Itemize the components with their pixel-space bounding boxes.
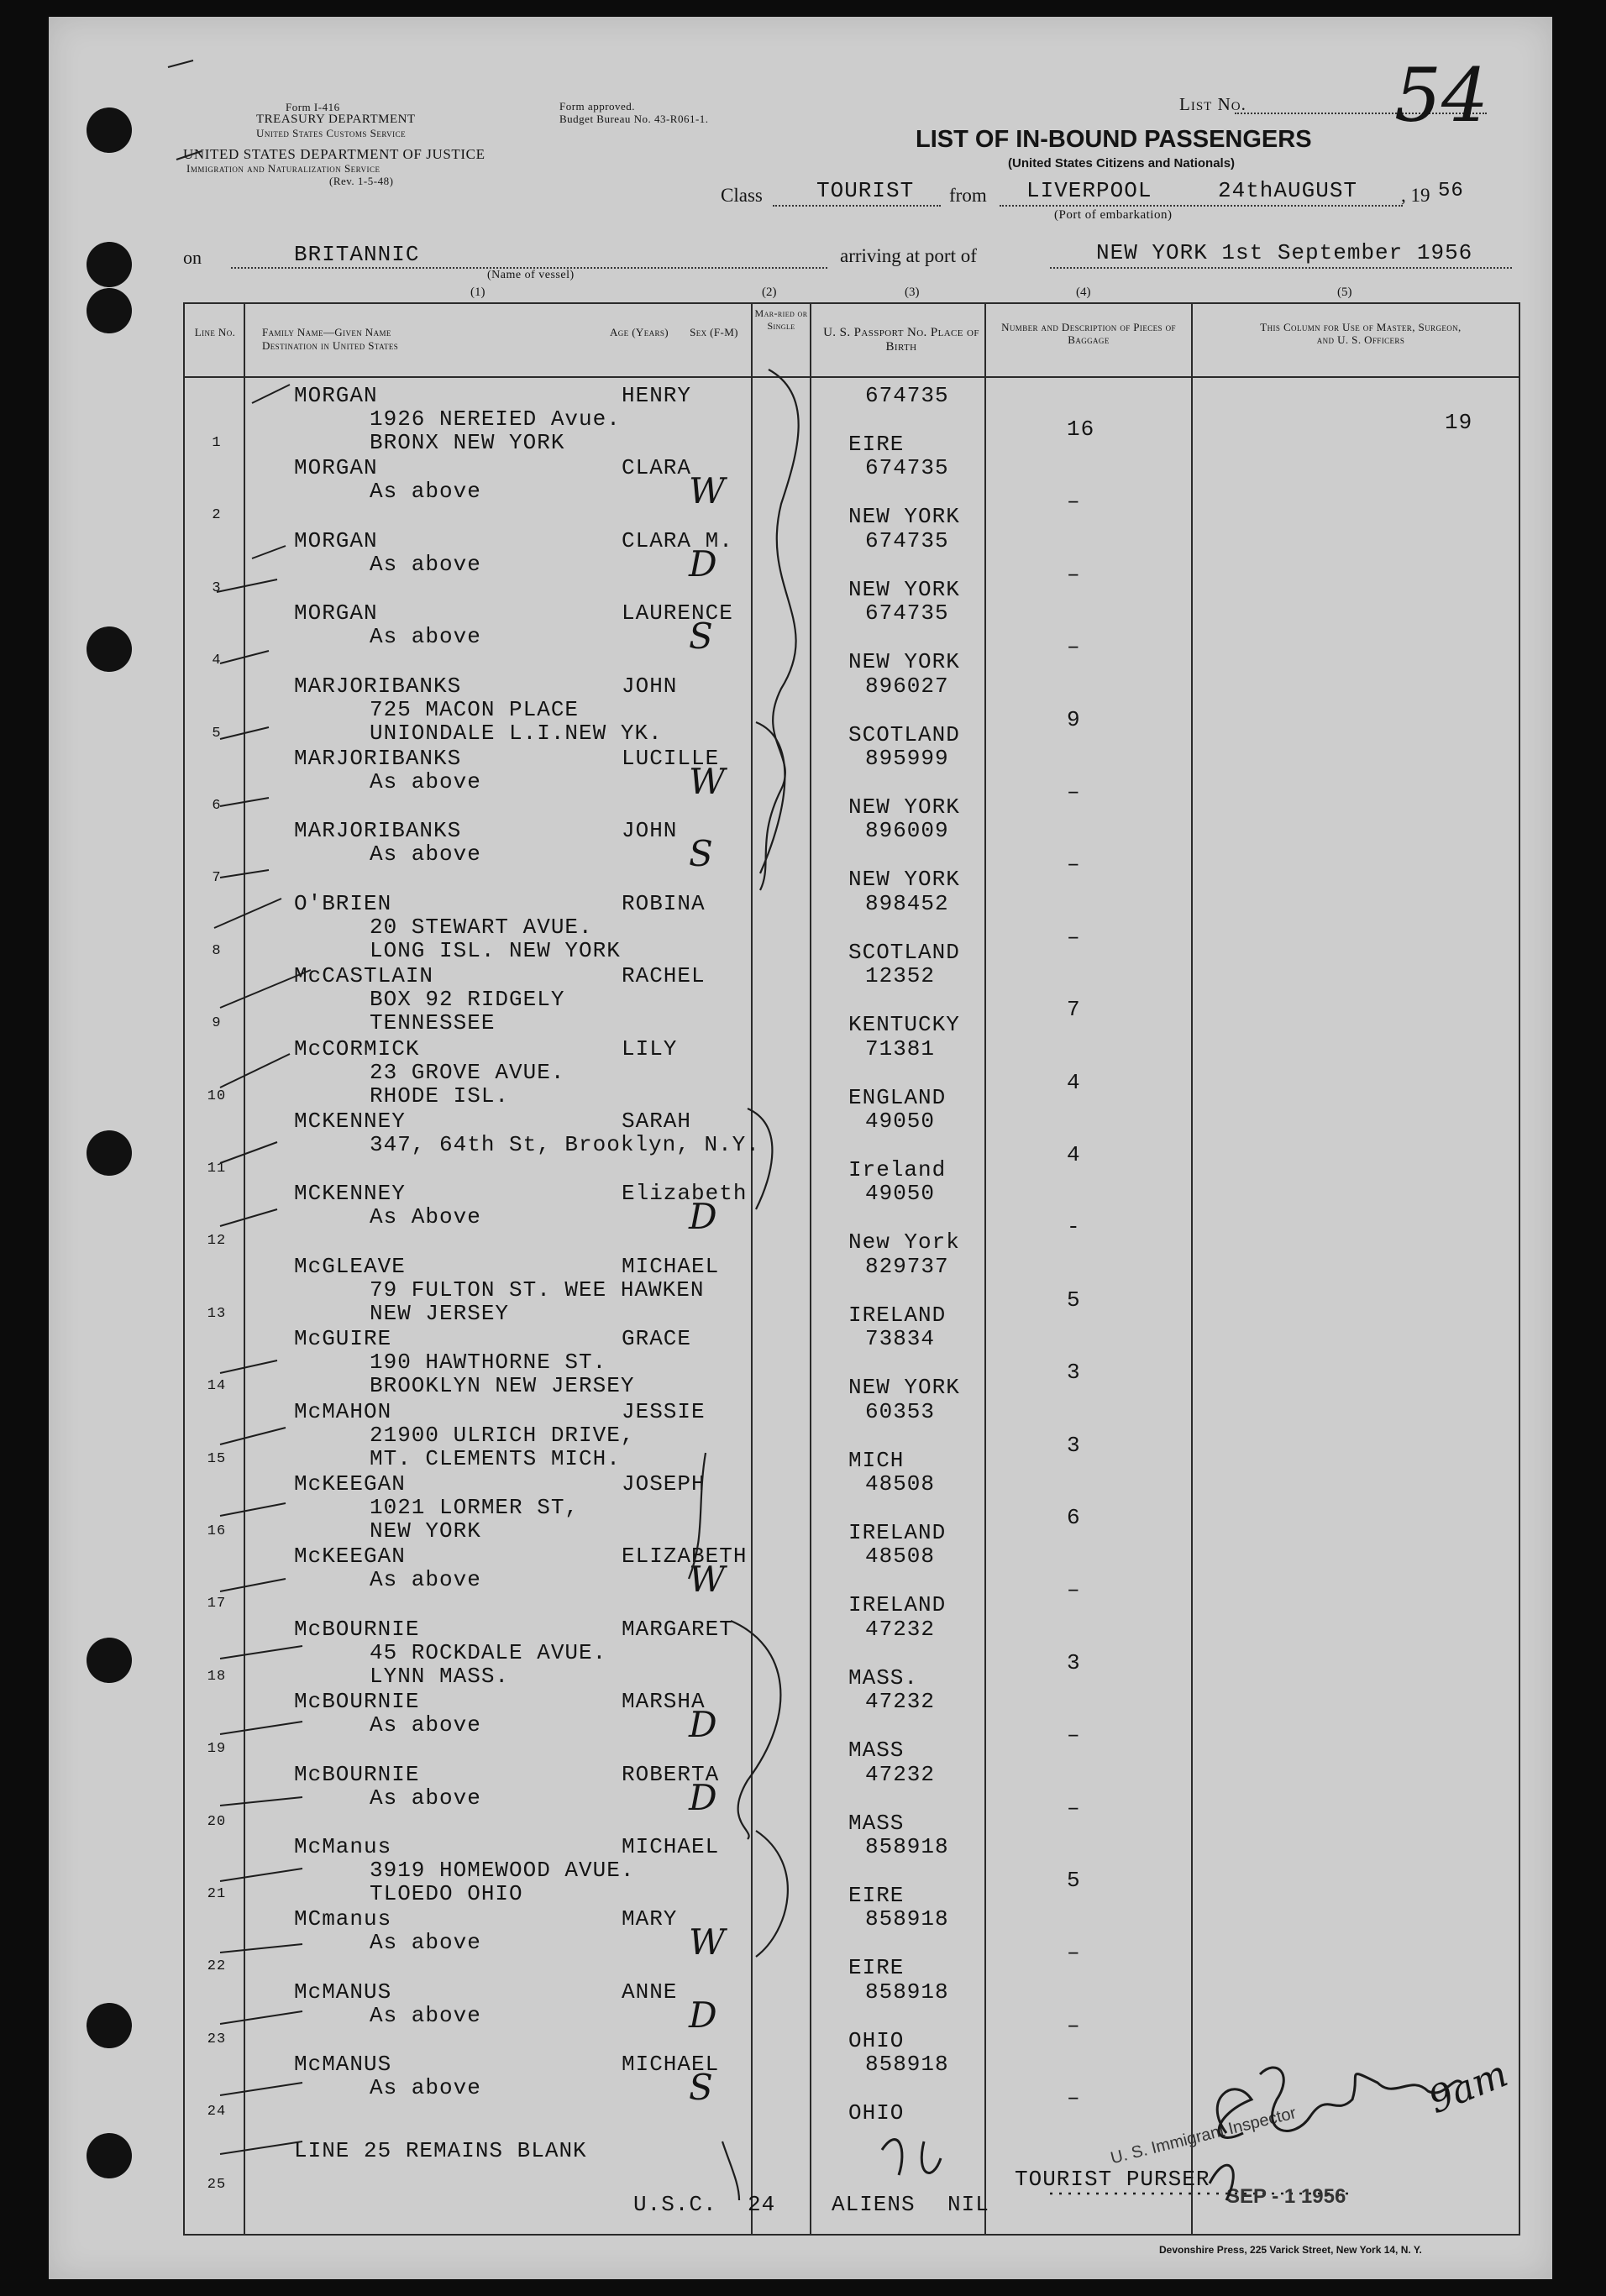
- row-address-1: 21900 ULRICH DRIVE,: [370, 1422, 635, 1448]
- row-surname: McMANUS: [294, 2052, 392, 2078]
- row-line-number: 8: [212, 942, 222, 959]
- row-address-2: RHODE ISL.: [370, 1082, 510, 1109]
- row-passport-no: 47232: [865, 1689, 936, 1715]
- row-baggage: -: [1067, 1214, 1081, 1240]
- printer-imprint: Devonshire Press, 225 Varick Street, New York 14, N. Y.: [1159, 2244, 1422, 2256]
- year-prefix: , 19: [1401, 185, 1430, 206]
- row-given-name: ANNE: [622, 1979, 678, 2005]
- on-label: on: [183, 247, 202, 268]
- header-passport: U. S. Passport No. Place of Birth: [823, 326, 979, 354]
- col-num-3: (3): [905, 286, 920, 299]
- row-address-1: 1021 LORMER ST,: [370, 1495, 580, 1520]
- row-address-1: BOX 92 RIDGELY: [370, 987, 565, 1013]
- row-surname: McKEEGAN: [294, 1471, 406, 1497]
- row-baggage: –: [1067, 1722, 1081, 1748]
- row-baggage: 6: [1067, 1505, 1081, 1530]
- row-given-name: LAURENCE: [622, 600, 733, 626]
- row-baggage: 5: [1067, 1287, 1081, 1313]
- row-baggage: 4: [1067, 1142, 1081, 1167]
- row-given-name: MICHAEL: [622, 2052, 720, 2078]
- row-address-1: As above: [370, 624, 481, 650]
- row-surname: McBOURNIE: [294, 1689, 420, 1715]
- usc-count: 24: [748, 2192, 776, 2217]
- row-passport-no: 47232: [865, 1616, 936, 1642]
- header-family-name: Family Name—Given Name: [262, 326, 391, 338]
- row-address-1: 725 MACON PLACE: [370, 696, 580, 722]
- row-passport-no: 49050: [865, 1109, 936, 1134]
- row-address-1: 23 GROVE AVUE.: [370, 1059, 565, 1085]
- row-given-name: JOHN: [622, 818, 678, 844]
- row-given-name: CLARA M.: [622, 527, 733, 553]
- row-status-mark: D: [689, 543, 717, 584]
- row-given-name: RACHEL: [622, 963, 706, 989]
- page-subtitle: (United States Citizens and Nationals): [1008, 156, 1236, 170]
- row-passport-no: 60353: [865, 1398, 936, 1424]
- row-line-number: 13: [207, 1305, 227, 1322]
- row-surname: McManus: [294, 1834, 392, 1859]
- row-line-number: 5: [212, 725, 222, 742]
- row-passport-no: 48508: [865, 1544, 936, 1570]
- row-birth-place: EIRE: [848, 432, 905, 457]
- row-passport-no: 896009: [865, 818, 949, 844]
- class-label: Class: [721, 185, 763, 206]
- row-given-name: ROBINA: [622, 890, 706, 916]
- row-officer-note: 19: [1445, 410, 1473, 435]
- row-surname: McGUIRE: [294, 1326, 392, 1352]
- row-given-name: LILY: [622, 1035, 678, 1062]
- row-passport-no: 829737: [865, 1253, 949, 1279]
- row-baggage: –: [1067, 1795, 1081, 1821]
- row-line-number: 11: [207, 1161, 227, 1177]
- arrival-value: NEW YORK 1st September 1956: [1096, 240, 1473, 265]
- row-baggage: –: [1067, 1577, 1081, 1603]
- row-passport-no: 674735: [865, 527, 949, 553]
- row-address-1: As above: [370, 1785, 481, 1811]
- row-line-number: 1: [212, 435, 222, 451]
- row-line-number: 6: [212, 798, 222, 814]
- row-line-number: 22: [207, 1958, 227, 1975]
- row-surname: MORGAN: [294, 600, 378, 626]
- row-given-name: SARAH: [622, 1109, 692, 1134]
- row-birth-place: IRELAND: [848, 1302, 947, 1328]
- row-baggage: 5: [1067, 1868, 1081, 1893]
- row-address-2: UNIONDALE L.I.NEW YK.: [370, 720, 663, 746]
- row-given-name: MICHAEL: [622, 1253, 720, 1279]
- row-status-mark: S: [689, 616, 713, 658]
- row-birth-place: NEW YORK: [848, 867, 960, 893]
- revision: (Rev. 1-5-48): [329, 175, 394, 187]
- row-line-number: 7: [212, 870, 222, 887]
- page-title: LIST OF IN-BOUND PASSENGERS: [916, 126, 1312, 153]
- row-address-2: TLOEDO OHIO: [370, 1881, 523, 1906]
- row-address-2: BRONX NEW YORK: [370, 430, 565, 455]
- row-surname: MORGAN: [294, 527, 378, 553]
- row-line-number: 24: [207, 2104, 227, 2120]
- row-address-1: 20 STEWART AVUE.: [370, 914, 593, 940]
- row-given-name: LUCILLE: [622, 746, 720, 771]
- row-surname: McGLEAVE: [294, 1253, 406, 1279]
- row-line-number: 3: [212, 579, 222, 596]
- row-address-1: 190 HAWTHORNE ST.: [370, 1350, 607, 1376]
- row-baggage: –: [1067, 2012, 1081, 2038]
- header-officers: This Column for Use of Master, Surgeon, and U. S. Officers: [1260, 321, 1462, 346]
- col-num-5: (5): [1337, 286, 1352, 299]
- row-passport-no: 48508: [865, 1471, 936, 1497]
- row-baggage: 3: [1067, 1649, 1081, 1675]
- row-surname: O'BRIEN: [294, 890, 392, 916]
- row-address-1: As above: [370, 1712, 481, 1738]
- row-passport-no: 12352: [865, 963, 936, 989]
- row-baggage: 3: [1067, 1432, 1081, 1458]
- header-married: Mar-ried or Single: [754, 307, 808, 332]
- vessel-name: BRITANNIC: [294, 242, 420, 267]
- row-passport-no: 73834: [865, 1326, 936, 1352]
- inspector-stamp-text: U. S. Immigrant Inspector: [1109, 2104, 1299, 2168]
- row-passport-no: 674735: [865, 455, 949, 481]
- date-value: 24thAUGUST: [1218, 178, 1358, 203]
- row-address-1: As above: [370, 841, 481, 868]
- row-birth-place: New York: [848, 1229, 960, 1255]
- row-birth-place: IRELAND: [848, 1520, 947, 1545]
- row-status-mark: W: [689, 470, 726, 512]
- row-address-1: As Above: [370, 1204, 481, 1230]
- inspector-stamp-date: SEP - 1 1956: [1226, 2185, 1346, 2208]
- row-line-number: 18: [207, 1668, 227, 1685]
- row-passport-no: 674735: [865, 600, 949, 626]
- row-passport-no: 49050: [865, 1181, 936, 1207]
- header-line-no: Line No.: [194, 326, 236, 338]
- row-given-name: Elizabeth: [622, 1181, 748, 1207]
- row-birth-place: OHIO: [848, 2027, 905, 2053]
- row-surname: MORGAN: [294, 383, 378, 408]
- row-address-2: TENNESSEE: [370, 1010, 496, 1036]
- row-address-1: 45 ROCKDALE AVUE.: [370, 1639, 607, 1665]
- row-passport-no: 858918: [865, 1834, 949, 1859]
- row-surname: MCmanus: [294, 1906, 392, 1932]
- row-baggage: –: [1067, 561, 1081, 587]
- row-baggage: –: [1067, 779, 1081, 805]
- row-line-number: 21: [207, 1886, 227, 1902]
- row-address-1: 1926 NEREIED Avue.: [370, 406, 621, 432]
- row-status-mark: S: [689, 2067, 713, 2109]
- row-line-number: 10: [207, 1088, 227, 1104]
- row-passport-no: 896027: [865, 673, 949, 699]
- row-birth-place: NEW YORK: [848, 576, 960, 602]
- row-given-name: MICHAEL: [622, 1834, 720, 1859]
- row-given-name: CLARA: [622, 455, 692, 481]
- row-birth-place: MASS: [848, 1810, 905, 1836]
- row-baggage: 9: [1067, 706, 1081, 732]
- list-number: 54: [1394, 52, 1488, 139]
- row-passport-no: 858918: [865, 1979, 949, 2005]
- row-given-name: JESSIE: [622, 1398, 706, 1424]
- row-given-name: ROBERTA: [622, 1761, 720, 1787]
- class-value: TOURIST: [816, 178, 915, 203]
- row-address-2: BROOKLYN NEW JERSEY: [370, 1373, 635, 1399]
- row-baggage: –: [1067, 1940, 1081, 1966]
- row-address-1: As above: [370, 769, 481, 794]
- row-surname: MARJORIBANKS: [294, 673, 462, 699]
- row-address-1: As above: [370, 551, 481, 577]
- header-sex: Sex (F-M): [690, 326, 738, 338]
- row-surname: McCORMICK: [294, 1035, 420, 1062]
- row-passport-no: 674735: [865, 383, 949, 408]
- col-num-2: (2): [762, 286, 777, 299]
- row-baggage: 7: [1067, 997, 1081, 1023]
- row-passport-no: 898452: [865, 890, 949, 916]
- row-address-2: NEW YORK: [370, 1518, 481, 1544]
- row-birth-place: OHIO: [848, 2100, 905, 2126]
- row-address-2: NEW JERSEY: [370, 1300, 510, 1326]
- row-status-mark: W: [689, 1921, 726, 1963]
- row-birth-place: ENGLAND: [848, 1084, 947, 1110]
- row-surname: MARJORIBANKS: [294, 818, 462, 844]
- row-line-number: 2: [212, 507, 222, 524]
- row-birth-place: SCOTLAND: [848, 939, 960, 965]
- row-baggage: 16: [1067, 417, 1095, 442]
- row-address-1: As above: [370, 1567, 481, 1593]
- row-address-2: LONG ISL. NEW YORK: [370, 937, 621, 963]
- row-status-mark: D: [689, 1994, 717, 2036]
- row-birth-place: NEW YORK: [848, 649, 960, 675]
- usc-label: U.S.C.: [633, 2192, 717, 2217]
- row-baggage: –: [1067, 852, 1081, 878]
- purser-label: TOURIST PURSER: [1015, 2167, 1210, 2192]
- row-line-number: 12: [207, 1233, 227, 1250]
- col-num-4: (4): [1076, 286, 1091, 299]
- row-birth-place: MASS: [848, 1738, 905, 1764]
- time-note: 9am: [1422, 2052, 1514, 2123]
- row-surname: McMAHON: [294, 1398, 392, 1424]
- row-birth-place: SCOTLAND: [848, 721, 960, 747]
- row-address-1: As above: [370, 2002, 481, 2028]
- form-number: Form I-416: [286, 101, 340, 113]
- budget-bureau: Budget Bureau No. 43-R061-1.: [559, 113, 709, 125]
- col-num-1: (1): [470, 286, 485, 299]
- row-passport-no: 47232: [865, 1761, 936, 1787]
- row-birth-place: EIRE: [848, 1883, 905, 1908]
- row-status-mark: W: [689, 761, 726, 802]
- row-passport-no: 858918: [865, 1906, 949, 1932]
- row-line-number: 17: [207, 1596, 227, 1612]
- row-line-number: 9: [212, 1015, 222, 1032]
- year-value: 56: [1438, 180, 1464, 202]
- row-birth-place: MASS.: [848, 1664, 919, 1691]
- blank-line-note: LINE 25 REMAINS BLANK: [294, 2138, 587, 2163]
- row-surname: McBOURNIE: [294, 1616, 420, 1642]
- row-address-2: MT. CLEMENTS MICH.: [370, 1445, 621, 1471]
- row-given-name: JOHN: [622, 673, 678, 699]
- aliens-count: NIL: [947, 2192, 989, 2217]
- aliens-label: ALIENS: [832, 2192, 916, 2217]
- treasury-dept: TREASURY DEPARTMENT: [256, 113, 416, 126]
- row-passport-no: 895999: [865, 746, 949, 771]
- row-surname: MARJORIBANKS: [294, 746, 462, 771]
- row-surname: McCASTLAIN: [294, 963, 434, 989]
- list-no-label: List No.: [1179, 94, 1246, 114]
- justice-dept: UNITED STATES DEPARTMENT OF JUSTICE: [183, 146, 485, 162]
- row-line-number: 16: [207, 1523, 227, 1539]
- row-surname: McBOURNIE: [294, 1761, 420, 1787]
- row-given-name: HENRY: [622, 383, 692, 408]
- row-line-number: 19: [207, 1741, 227, 1758]
- row-line-number: 14: [207, 1378, 227, 1395]
- row-line-number: 25: [207, 2176, 227, 2193]
- row-given-name: JOSEPH: [622, 1471, 706, 1497]
- row-given-name: MARSHA: [622, 1689, 706, 1715]
- ins-service: Immigration and Naturalization Service: [186, 162, 381, 175]
- row-line-number: 23: [207, 2031, 227, 2047]
- from-label: from: [949, 185, 987, 206]
- row-birth-place: NEW YORK: [848, 1375, 960, 1401]
- row-given-name: MARGARET: [622, 1616, 733, 1642]
- row-surname: MCKENNEY: [294, 1109, 406, 1134]
- header-baggage: Number and Description of Pieces of Baggage: [1001, 321, 1176, 346]
- row-passport-no: 71381: [865, 1035, 936, 1062]
- header-age: Age (Years): [609, 326, 669, 338]
- row-baggage: –: [1067, 489, 1081, 515]
- row-baggage: 3: [1067, 1360, 1081, 1386]
- row-status-mark: D: [689, 1776, 717, 1818]
- row-baggage: –: [1067, 924, 1081, 950]
- row-surname: McMANUS: [294, 1979, 392, 2005]
- row-address-1: 347, 64th St, Brooklyn, N.Y.: [370, 1132, 760, 1157]
- row-birth-place: Ireland: [848, 1157, 947, 1182]
- header-destination: Destination in United States: [262, 339, 399, 352]
- row-given-name: GRACE: [622, 1326, 692, 1352]
- row-address-1: 79 FULTON ST. WEE HAWKEN: [370, 1276, 705, 1303]
- row-address-1: As above: [370, 479, 481, 505]
- row-status-mark: D: [689, 1704, 717, 1746]
- row-surname: MORGAN: [294, 455, 378, 481]
- row-address-1: As above: [370, 2075, 481, 2101]
- row-birth-place: KENTUCKY: [848, 1012, 960, 1038]
- row-given-name: ELIZABETH: [622, 1544, 748, 1570]
- row-birth-place: MICH: [848, 1447, 905, 1473]
- row-birth-place: EIRE: [848, 1955, 905, 1981]
- row-birth-place: NEW YORK: [848, 504, 960, 530]
- row-address-1: 3919 HOMEWOOD AVUE.: [370, 1858, 635, 1883]
- row-surname: MCKENNEY: [294, 1181, 406, 1207]
- row-birth-place: NEW YORK: [848, 794, 960, 820]
- row-baggage: –: [1067, 2085, 1081, 2111]
- customs-service: United States Customs Service: [256, 127, 407, 139]
- arriving-label: arriving at port of: [840, 245, 977, 266]
- row-birth-place: IRELAND: [848, 1592, 947, 1618]
- row-line-number: 20: [207, 1813, 227, 1830]
- form-approved: Form approved.: [559, 100, 636, 113]
- row-address-2: LYNN MASS.: [370, 1663, 510, 1689]
- row-line-number: 4: [212, 653, 222, 669]
- row-surname: McKEEGAN: [294, 1544, 406, 1570]
- vessel-caption: (Name of vessel): [487, 269, 575, 281]
- row-passport-no: 858918: [865, 2052, 949, 2078]
- row-status-mark: S: [689, 833, 713, 875]
- row-address-1: As above: [370, 1930, 481, 1956]
- row-status-mark: D: [689, 1196, 717, 1238]
- row-status-mark: W: [689, 1559, 726, 1601]
- row-given-name: MARY: [622, 1906, 678, 1932]
- row-line-number: 15: [207, 1450, 227, 1467]
- from-value: LIVERPOOL: [1026, 178, 1152, 203]
- row-baggage: 4: [1067, 1069, 1081, 1095]
- row-baggage: –: [1067, 634, 1081, 660]
- port-embark-caption: (Port of embarkation): [1054, 208, 1173, 222]
